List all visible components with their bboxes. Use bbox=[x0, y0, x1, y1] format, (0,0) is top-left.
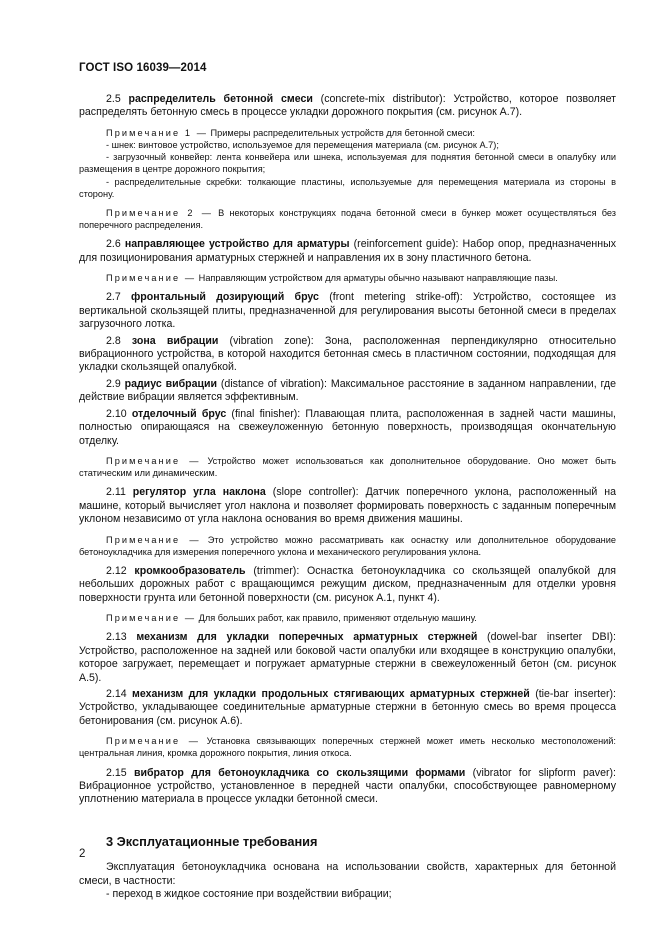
note bbox=[79, 207, 616, 231]
note-text: Устройство может использоваться как дополнительное оборудование. Оно может быть статическим или динамическим. bbox=[79, 455, 616, 479]
note-label: Примечание — bbox=[106, 455, 201, 466]
section-list-item: - переход в жидкое состояние при воздействии вибрации; bbox=[106, 888, 392, 901]
definition-number: 2.12 bbox=[106, 564, 135, 577]
definition-text: (tie-bar inserter): Устройство, укладывающее соединительные арматурные стержни в бетонную смесь во время процесса бетонирования (см. рисунок А.6). bbox=[79, 688, 616, 727]
note-text: Направляющим устройством для арматуры обычно называют направляющие пазы. bbox=[196, 273, 558, 284]
definition-item bbox=[79, 291, 616, 331]
definition-number: 2.11 bbox=[106, 486, 133, 499]
note bbox=[79, 272, 616, 284]
note-text: В некоторых конструкциях подача бетонной смеси в бункер может осуществляться без поперечного распределения. bbox=[79, 208, 617, 231]
definition-text: (reinforcement guide): Набор опор, предназначенных для позиционирования арматурных стержней и направления их в зону пластичного бетона. bbox=[79, 238, 616, 264]
definition-term: механизм для укладки продольных стягивающих арматурных стержней bbox=[132, 688, 530, 700]
section-paragraph: Эксплуатация бетоноукладчика основана на использовании свойств, характерных для бетонной смеси, в частности: bbox=[79, 861, 616, 887]
definition-number: 2.14 bbox=[106, 688, 133, 700]
definition-text: (vibrator for slipform paver): Вибрационное устройство, установленное в передней части опалубки, способствующее равномерному уплотнению материала в процессе укладки бетонной смеси. bbox=[79, 766, 616, 806]
definition-number: 2.5 bbox=[106, 93, 129, 105]
definition-text: (distance of vibration): Максимальное расстояние в заданном направлении, где действие вибрации является эффективным. bbox=[79, 377, 616, 404]
definition-item bbox=[79, 408, 616, 448]
note-list-item: - загрузочный конвейер: лента конвейера или шнека, используемая для поднятия бетонной смеси в опалубку или размещения в центре дорожного покрытия; bbox=[79, 152, 616, 175]
note bbox=[79, 534, 616, 558]
definition-number: 2.10 bbox=[106, 407, 132, 420]
definition-term: вибратор для бетоноукладчика со скользящими формами bbox=[133, 766, 466, 779]
definition-text: (trimmer): Оснастка бетоноукладчика со скользящей опалубкой для небольших дорожных работ с вращающимся режущим диском, предназначенным для отделки уровня поверхности грунта или бетонной поверхности (см. рисунок А.1, пункт 4). bbox=[79, 564, 616, 604]
definition-item bbox=[79, 486, 616, 526]
page-number: 2 bbox=[79, 848, 86, 860]
definition-number: 2.6 bbox=[106, 238, 125, 251]
definition-term: направляющее устройство для арматуры bbox=[124, 238, 350, 251]
note-text: Примеры распределительных устройств для бетонной смеси: bbox=[207, 127, 475, 138]
note-label: Примечание 2 — bbox=[106, 208, 214, 219]
note-text: Для больших работ, как правило, применяют отдельную машину. bbox=[196, 613, 477, 624]
note-label: Примечание — bbox=[106, 534, 201, 545]
section-heading: 3 Эксплуатационные требования bbox=[106, 833, 318, 849]
definition-term: фронтальный дозирующий брус bbox=[131, 291, 319, 304]
definition-number: 2.13 bbox=[106, 631, 137, 644]
definition-text: (slope controller): Датчик поперечного уклона, расположенный на машине, который вычисляет угол наклона и позволяет формировать поверхность с заданным поперечным уклоном независимо от угла наклона основания во время движения машины. bbox=[79, 486, 616, 526]
definition-term: кромкообразователь bbox=[134, 564, 246, 577]
definition-text: (final finisher): Плавающая плита, расположенная в задней части машины, полностью опирающаяся на свежеуложенную бетонную поверхность, производящая окончательную отделку. bbox=[79, 407, 617, 447]
document-body bbox=[79, 86, 616, 901]
note bbox=[79, 735, 616, 759]
note-list-item: - распределительные скребки: толкающие пластины, используемые для перемещения материала из стороны в сторону. bbox=[79, 176, 616, 199]
definition-text: (vibration zone): Зона, расположенная перпендикулярно относительно вибрационного устройства, в которой находится бетонная смесь в пластичном состоянии, подходящая для укладки скользящей опалубкой. bbox=[79, 334, 617, 374]
definition-item bbox=[79, 378, 616, 405]
definition-number: 2.9 bbox=[106, 377, 125, 390]
definition-number: 2.15 bbox=[106, 766, 134, 779]
definition-item bbox=[79, 631, 616, 685]
note-label: Примечание — bbox=[106, 736, 201, 747]
note-label: Примечание 1 — bbox=[106, 127, 208, 138]
note bbox=[79, 612, 616, 624]
definition-item bbox=[79, 767, 616, 807]
note bbox=[79, 455, 616, 479]
definition-term: зона вибрации bbox=[131, 334, 219, 347]
definition-text: (dowel-bar inserter DBI): Устройство, расположенное на задней или боковой части опалубки или входящее в конструкцию опалубки, которое загружает, перемещает и погружает арматурные стержни в свежеуложенный бетон (см. рисунок А.5). bbox=[79, 631, 616, 684]
note-label: Примечание — bbox=[106, 273, 197, 284]
document-header: ГОСТ ISO 16039—2014 bbox=[79, 62, 207, 74]
definition-term: распределитель бетонной смеси bbox=[128, 93, 313, 105]
definition-term: радиус вибрации bbox=[124, 377, 218, 390]
definition-number: 2.8 bbox=[106, 334, 132, 347]
definition-item bbox=[79, 335, 616, 375]
note-label: Примечание — bbox=[106, 613, 197, 624]
definition-text: (front metering strike-off): Устройство, состоящее из вертикальной скользящей плиты, предназначенной для регулирования высоты бетонной смеси в пределах загрузочного лотка. bbox=[79, 291, 616, 331]
definition-item bbox=[79, 93, 616, 120]
definition-item bbox=[79, 688, 616, 728]
definition-number: 2.7 bbox=[106, 291, 132, 304]
note bbox=[79, 127, 616, 139]
note-list-item: - шнек: винтовое устройство, используемое для перемещения материала (см. рисунок А.7); bbox=[106, 140, 499, 151]
definition-item bbox=[79, 238, 616, 265]
definition-term: отделочный брус bbox=[131, 407, 227, 420]
definition-text: (concrete-mix distributor): Устройство, которое позволяет распределять бетонную смесь в процессе укладки дорожного покрытия (см. рисунок А.7). bbox=[79, 93, 616, 119]
definition-term: механизм для укладки поперечных арматурных стержней bbox=[136, 631, 478, 644]
definition-term: регулятор угла наклона bbox=[132, 486, 266, 499]
definition-item bbox=[79, 565, 616, 605]
note-text: Это устройство можно рассматривать как оснастку или дополнительное оборудование бетоноукладчика для измерения поперечного уклона и механического регулирования уклона. bbox=[79, 534, 617, 557]
note-text: Установка связывающих поперечных стержней может иметь несколько местоположений: центральная линия, кромка дорожного покрытия, линия откоса. bbox=[79, 736, 616, 759]
